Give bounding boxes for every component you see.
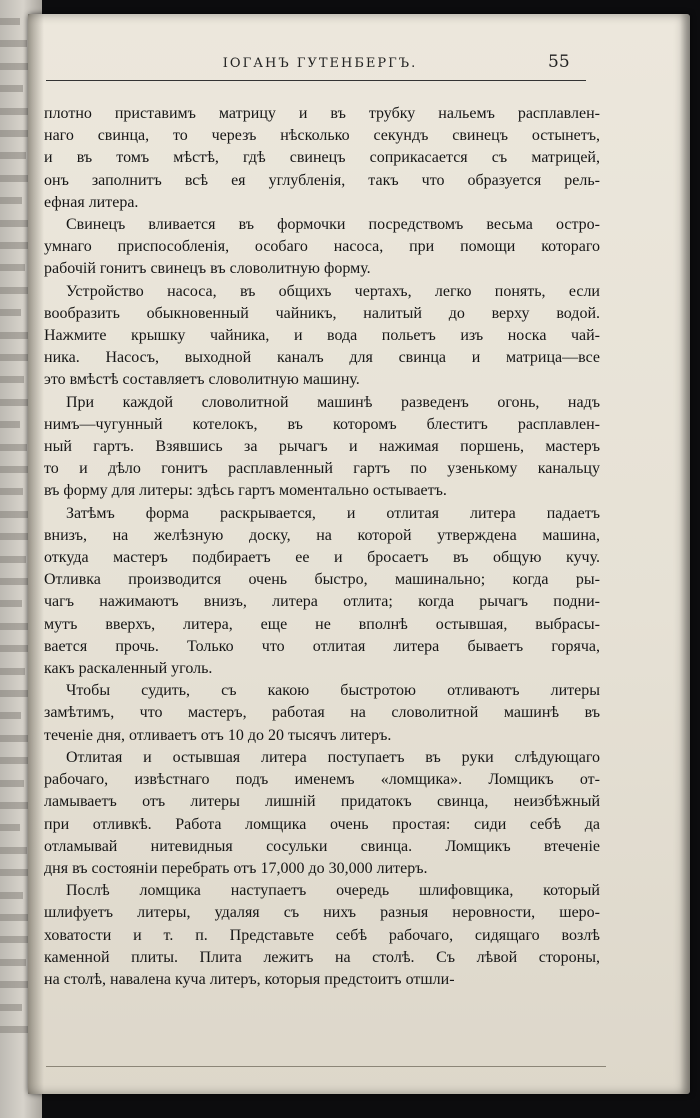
- left-page-text-mark: [0, 1026, 29, 1033]
- left-page-text-mark: [0, 220, 29, 227]
- text-line: внизъ, на желѣзную доску, на которой утверждена машина,: [44, 526, 600, 544]
- left-page-text-mark: [0, 40, 27, 47]
- left-page-text-mark: [0, 914, 30, 921]
- text-line: Нажмите крышку чайника, и вода польетъ изъ носка чай-: [44, 327, 600, 345]
- text-line: каменной плиты. Плита лежитъ на столѣ. Съ лѣвой стороны,: [44, 948, 600, 966]
- text-line: ника. Насосъ, выходной каналъ для свинца и матрица—все: [44, 349, 600, 367]
- paragraph-p8: [44, 880, 600, 991]
- book-page: [28, 14, 690, 1094]
- left-page-text-mark: [0, 802, 31, 809]
- text-line: откуда мастеръ подбираетъ ее и бросаетъ въ общую кучу.: [44, 549, 600, 567]
- page-edge-shadow: [680, 14, 690, 1094]
- text-line: и въ томъ мѣстѣ, гдѣ свинецъ соприкасается съ матрицей,: [44, 149, 600, 167]
- text-line: замѣтимъ, что мастеръ, работая на словолитной машинѣ въ: [44, 704, 600, 722]
- text-line: наго свинца, то черезъ нѣсколько секундъ свинецъ остынетъ,: [44, 127, 600, 145]
- left-page-text-mark: [0, 668, 25, 675]
- text-line: отламывай нитевидныя сосульки свинца. Ломщикъ втеченіе: [44, 837, 600, 855]
- paragraph-p4: [44, 392, 600, 503]
- text-line: умнаго приспособленія, особаго насоса, при помощи котораго: [44, 238, 600, 256]
- text-line: ламываетъ отъ литеры лишній придатокъ свинца, неизбѣжный: [44, 793, 600, 811]
- text-line: нимъ—чугунный котелокъ, въ которомъ блеститъ расплавлен-: [44, 415, 600, 433]
- text-line: Послѣ ломщика наступаетъ очередь шлифовщика, который: [66, 882, 600, 900]
- text-line: рабочаго, извѣстнаго подъ именемъ «ломщика». Ломщикъ от-: [44, 771, 600, 789]
- text-line: ный гартъ. Взявшись за рычагъ и нажимая поршень, мастеръ: [44, 438, 600, 456]
- left-page-text-mark: [0, 85, 23, 92]
- header-rule: [46, 80, 586, 81]
- text-line: мутъ вверхъ, литера, еще не вполнѣ остывшая, выбрасы-: [44, 615, 600, 633]
- page-number: 55: [548, 52, 570, 72]
- left-page-text-mark: [0, 600, 22, 607]
- left-page-text-mark: [0, 1004, 22, 1011]
- left-page-text-mark: [0, 399, 31, 406]
- left-page-text-mark: [0, 511, 30, 518]
- text-line: плотно приставимъ матрицу и въ трубку нальемъ расплавлен-: [44, 105, 600, 122]
- text-line: Чтобы судить, съ какою быстротою отливаютъ литеры: [66, 682, 600, 700]
- text-line: ефная литера.: [44, 193, 139, 211]
- text-line: онъ заполнитъ всѣ ея углубленія, такъ что образуется рель-: [44, 171, 600, 189]
- text-line: вается прочь. Только что отлитая литера бываетъ горяча,: [44, 637, 600, 655]
- body-text: [44, 103, 600, 991]
- text-line: какъ раскаленный уголь.: [44, 660, 213, 678]
- left-page-text-mark: [0, 959, 26, 966]
- text-line: чагъ нажимаютъ внизъ, литера отлита; когда рычагъ подни-: [44, 593, 600, 611]
- left-page-text-mark: [0, 18, 20, 25]
- paragraph-p1: [44, 103, 600, 214]
- running-title: ІОГАНЪ ГУТЕНБЕРГЪ.: [222, 56, 418, 71]
- text-line: теченіе дня, отливаетъ отъ 10 до 20 тысячъ литеръ.: [44, 726, 392, 744]
- bottom-rule: [46, 1066, 606, 1067]
- text-line: шлифуетъ литеры, удаляя съ нихъ разныя неровности, шеро-: [44, 904, 600, 922]
- paragraph-p2: [44, 214, 600, 281]
- left-page-text-mark: [0, 152, 26, 159]
- left-page-text-mark: [0, 264, 25, 271]
- left-page-text-mark: [0, 444, 27, 451]
- page-gutter-shadow: [28, 14, 44, 1094]
- left-page-text-mark: [0, 556, 26, 563]
- text-line: это вмѣстѣ составляетъ словолитную машину.: [44, 371, 360, 389]
- paragraph-p5: [44, 503, 600, 681]
- text-line: то и дѣло гонитъ расплавленный гартъ по узенькому канальцу: [44, 460, 600, 478]
- left-page-text-mark: [0, 332, 28, 339]
- paragraph-p7: [44, 747, 600, 880]
- left-page-text-mark: [0, 847, 27, 854]
- left-page-text-mark: [0, 623, 29, 630]
- left-page-text-mark: [0, 780, 24, 787]
- left-page-text-mark: [0, 712, 21, 719]
- left-page-text-mark: [0, 824, 20, 831]
- text-line: Устройство насоса, въ общихъ чертахъ, легко понять, если: [66, 282, 600, 300]
- text-line: Отливка производится очень быстро, машинально; когда ры-: [44, 571, 600, 589]
- text-line: Отлитая и остывшая литера поступаетъ въ руки слѣдующаго: [66, 748, 600, 766]
- text-line: При каждой словолитной машинѣ разведенъ огонь, надъ: [66, 393, 600, 411]
- text-line: въ форму для литеры: здѣсь гартъ моментально остываетъ.: [44, 482, 447, 500]
- text-line: дня въ состояніи перебрать отъ 17,000 до 30,000 литеръ.: [44, 859, 428, 877]
- paragraph-p3: [44, 281, 600, 392]
- text-line: ховатости и т. п. Представьте себѣ рабочаго, сидящаго возлѣ: [44, 926, 600, 944]
- text-line: вообразить обыкновенный чайникъ, налитый до верху водой.: [44, 304, 600, 322]
- text-line: Затѣмъ форма раскрывается, и отлитая литера падаетъ: [66, 504, 600, 522]
- left-page-text-mark: [0, 197, 22, 204]
- paragraph-p6: [44, 680, 600, 747]
- left-page-text-mark: [0, 488, 23, 495]
- text-line: при отливкѣ. Работа ломщика очень простая: сиди себѣ да: [44, 815, 600, 833]
- left-page-text-mark: [0, 108, 30, 115]
- left-page-text-mark: [0, 309, 21, 316]
- left-page-text-mark: [0, 892, 23, 899]
- text-line: Свинецъ вливается въ формочки посредствомъ весьма остро-: [66, 216, 600, 234]
- left-page-text-mark: [0, 376, 24, 383]
- text-line: на столѣ, навалена куча литеръ, которыя предстоитъ отшли-: [44, 970, 455, 988]
- text-line: рабочій гонитъ свинецъ въ словолитную форму.: [44, 260, 371, 278]
- left-page-text-mark: [0, 421, 20, 428]
- left-page-text-mark: [0, 735, 28, 742]
